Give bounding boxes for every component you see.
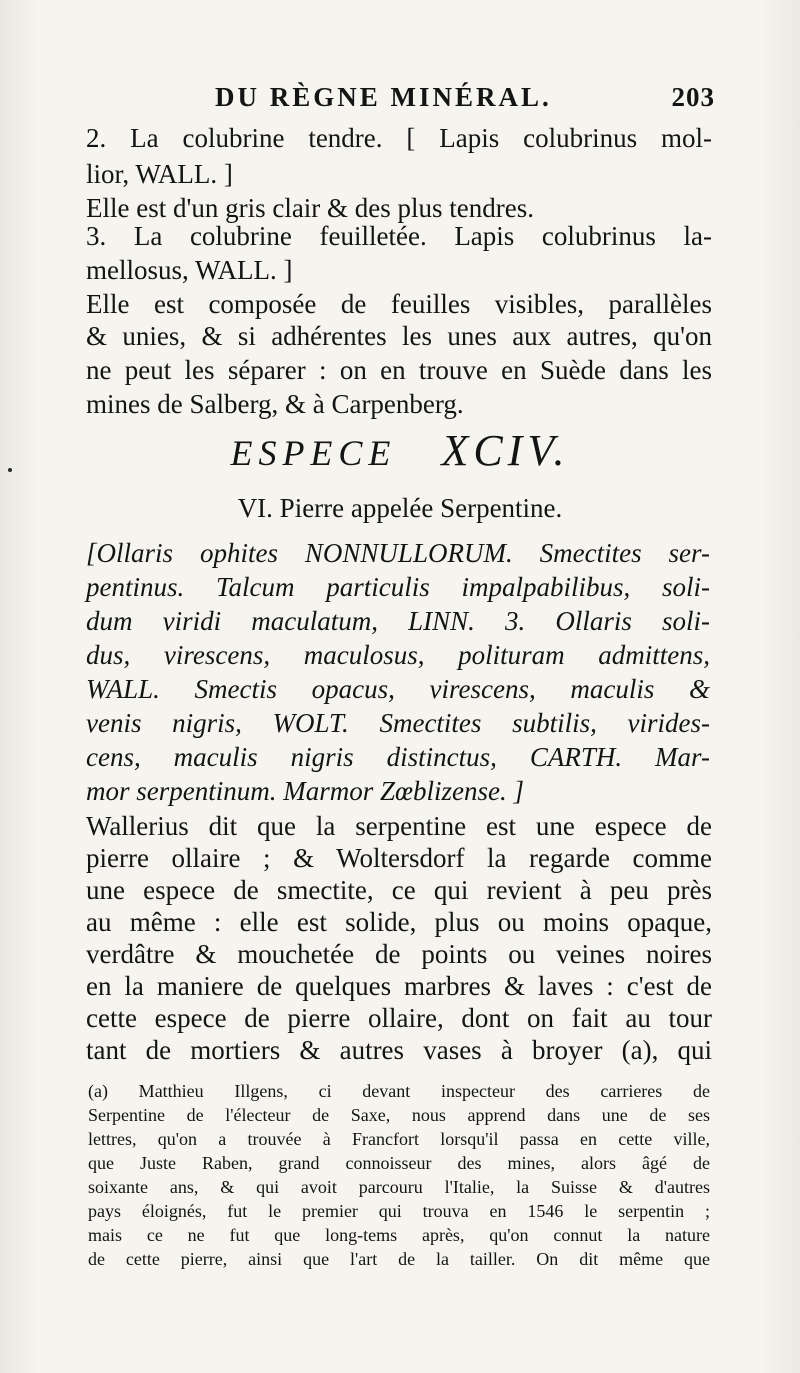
footnote-line: pays éloignés, fut le premier qui trouva en 1546 le serpentin ; xyxy=(88,1201,710,1221)
text-line: cette espece de pierre ollaire, dont on fait au tour xyxy=(86,1003,712,1033)
text-line: pierre ollaire ; & Woltersdorf la regarde comme xyxy=(86,843,712,873)
footnote-line: Serpentine de l'électeur de Saxe, nous apprend dans une de ses xyxy=(88,1105,710,1125)
latin-line: WALL. Smectis opacus, virescens, maculis & xyxy=(86,674,710,704)
text-line: au même : elle est solide, plus ou moins opaque, xyxy=(86,907,712,937)
text-line: lior, WALL. ] xyxy=(86,159,233,189)
latin-line: [Ollaris ophites NONNULLORUM. Smectites ser- xyxy=(86,538,710,568)
footnote-line: (a) Matthieu Illgens, ci devant inspecteur des carrieres de xyxy=(88,1081,710,1101)
text-line: ne peut les séparer : on en trouve en Suède dans les xyxy=(86,355,712,385)
page-number: 203 xyxy=(671,82,715,112)
text-line: & unies, & si adhérentes les unes aux autres, qu'on xyxy=(86,321,712,351)
footnote-line: de cette pierre, ainsi que l'art de la tailler. On dit même que xyxy=(88,1249,710,1269)
text-line: 2. La colubrine tendre. [ Lapis colubrinus mol- xyxy=(86,123,712,153)
text-line: une espece de smectite, ce qui revient à peu près xyxy=(86,875,712,905)
footnote-line: mais ce ne fut que long-tems après, qu'on connut la nature xyxy=(88,1225,710,1245)
text-line: mines de Salberg, & à Carpenberg. xyxy=(86,389,464,419)
latin-line: dus, virescens, maculosus, polituram admittens, xyxy=(86,640,710,670)
text-line: 3. La colubrine feuilletée. Lapis colubrinus la- xyxy=(86,221,712,251)
text-line: mellosus, WALL. ] xyxy=(86,255,293,285)
subtitle: VI. Pierre appelée Serpentine. xyxy=(237,493,563,523)
running-title: DU RÈGNE MINÉRAL. xyxy=(215,82,552,112)
footnote-line: que Juste Raben, grand connoisseur des mines, alors âgé de xyxy=(88,1153,710,1173)
text-line: Elle est d'un gris clair & des plus tendres. xyxy=(86,193,535,223)
text-line: verdâtre & mouchetée de points ou veines noires xyxy=(86,939,712,969)
latin-line: pentinus. Talcum particulis impalpabilibus, soli- xyxy=(86,572,710,602)
text-line: tant de mortiers & autres vases à broyer (a), qui xyxy=(86,1035,712,1065)
species-number: XCIV. xyxy=(441,426,570,475)
species-label: ESPECE xyxy=(230,433,397,473)
running-header xyxy=(215,82,715,122)
text-line: en la maniere de quelques marbres & laves : c'est de xyxy=(86,971,712,1001)
footnote-line: soixante ans, & qui avoit parcouru l'Italie, la Suisse & d'autres xyxy=(88,1177,710,1197)
species-heading xyxy=(0,428,800,474)
footnote-line: lettres, qu'on a trouvée à Francfort lorsqu'il passa en cette ville, xyxy=(88,1129,710,1149)
latin-line: dum viridi maculatum, LINN. 3. Ollaris soli- xyxy=(86,606,710,636)
latin-line: mor serpentinum. Marmor Zœblizense. ] xyxy=(86,776,525,806)
text-line: Wallerius dit que la serpentine est une espece de xyxy=(86,811,712,841)
latin-line: venis nigris, WOLT. Smectites subtilis, virides- xyxy=(86,708,710,738)
text-line: Elle est composée de feuilles visibles, parallèles xyxy=(86,289,712,319)
latin-line: cens, maculis nigris distinctus, CARTH. Mar- xyxy=(86,742,710,772)
